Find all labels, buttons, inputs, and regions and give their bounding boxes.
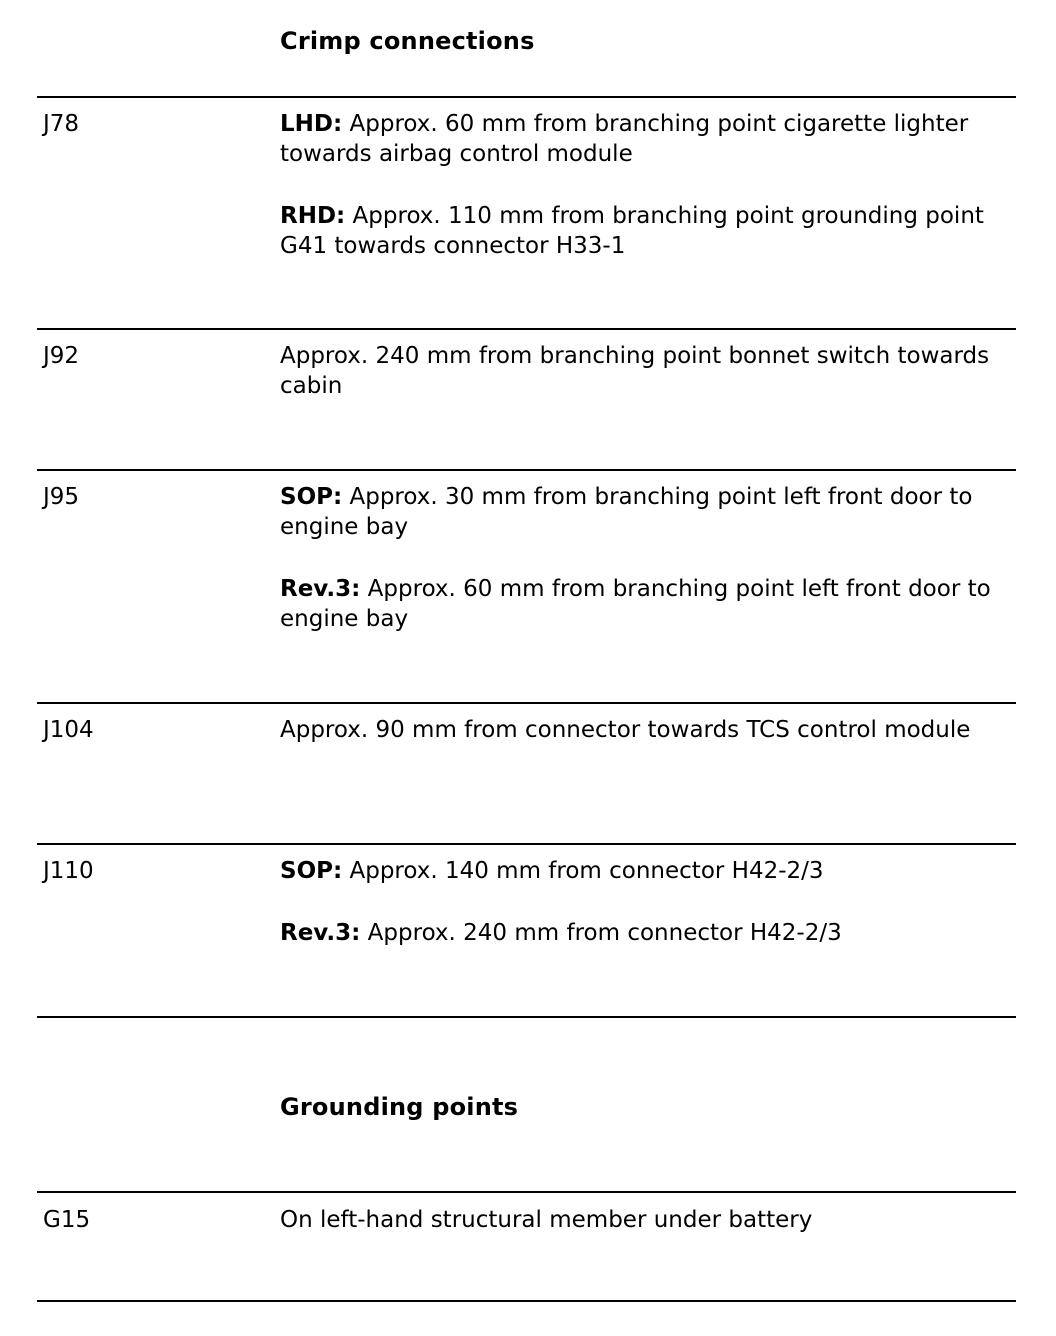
row-code: J78 xyxy=(43,111,80,137)
row-code: J92 xyxy=(43,343,80,369)
description-text: Approx. 60 mm from branching point cigarette lighter towards airbag control module xyxy=(280,111,969,167)
row-code: J95 xyxy=(43,484,80,510)
description-text: Approx. 110 mm from branching point grounding point G41 towards connector H33-1 xyxy=(280,203,984,259)
variant-label: RHD: xyxy=(280,203,346,229)
divider xyxy=(37,469,1016,471)
divider xyxy=(37,702,1016,704)
description-paragraph xyxy=(280,715,1010,745)
grounding-points-heading: Grounding points xyxy=(280,1093,519,1121)
row-description xyxy=(280,856,1010,948)
divider xyxy=(37,1191,1016,1193)
divider xyxy=(37,843,1016,845)
description-paragraph xyxy=(280,341,1010,401)
row-description xyxy=(280,341,1010,401)
crimp-connections-heading: Crimp connections xyxy=(280,27,535,55)
description-paragraph xyxy=(280,201,1010,261)
divider xyxy=(37,1300,1016,1302)
description-paragraph xyxy=(280,482,1010,542)
description-paragraph xyxy=(280,856,1010,886)
description-text: On left-hand structural member under battery xyxy=(280,1207,813,1233)
divider xyxy=(37,328,1016,330)
divider xyxy=(37,1016,1016,1018)
description-text: Approx. 140 mm from connector H42-2/3 xyxy=(342,858,824,884)
variant-label: SOP: xyxy=(280,484,343,510)
description-text: Approx. 30 mm from branching point left front door to engine bay xyxy=(280,484,973,540)
description-text: Approx. 240 mm from branching point bonnet switch towards cabin xyxy=(280,343,990,399)
description-text: Approx. 240 mm from connector H42-2/3 xyxy=(360,920,842,946)
variant-label: Rev.3: xyxy=(280,576,361,602)
row-description xyxy=(280,109,1010,261)
description-paragraph xyxy=(280,574,1010,634)
row-description xyxy=(280,715,1010,745)
row-description xyxy=(280,482,1010,634)
row-code: G15 xyxy=(43,1207,91,1233)
variant-label: SOP: xyxy=(280,858,343,884)
variant-label: LHD: xyxy=(280,111,343,137)
row-code: J110 xyxy=(43,858,94,884)
description-paragraph xyxy=(280,918,1010,948)
row-code: J104 xyxy=(43,717,94,743)
row-description xyxy=(280,1205,1010,1235)
description-text: Approx. 60 mm from branching point left front door to engine bay xyxy=(280,576,991,632)
divider xyxy=(37,96,1016,98)
description-text: Approx. 90 mm from connector towards TCS control module xyxy=(280,717,971,743)
description-paragraph xyxy=(280,109,1010,169)
variant-label: Rev.3: xyxy=(280,920,361,946)
description-paragraph xyxy=(280,1205,1010,1235)
